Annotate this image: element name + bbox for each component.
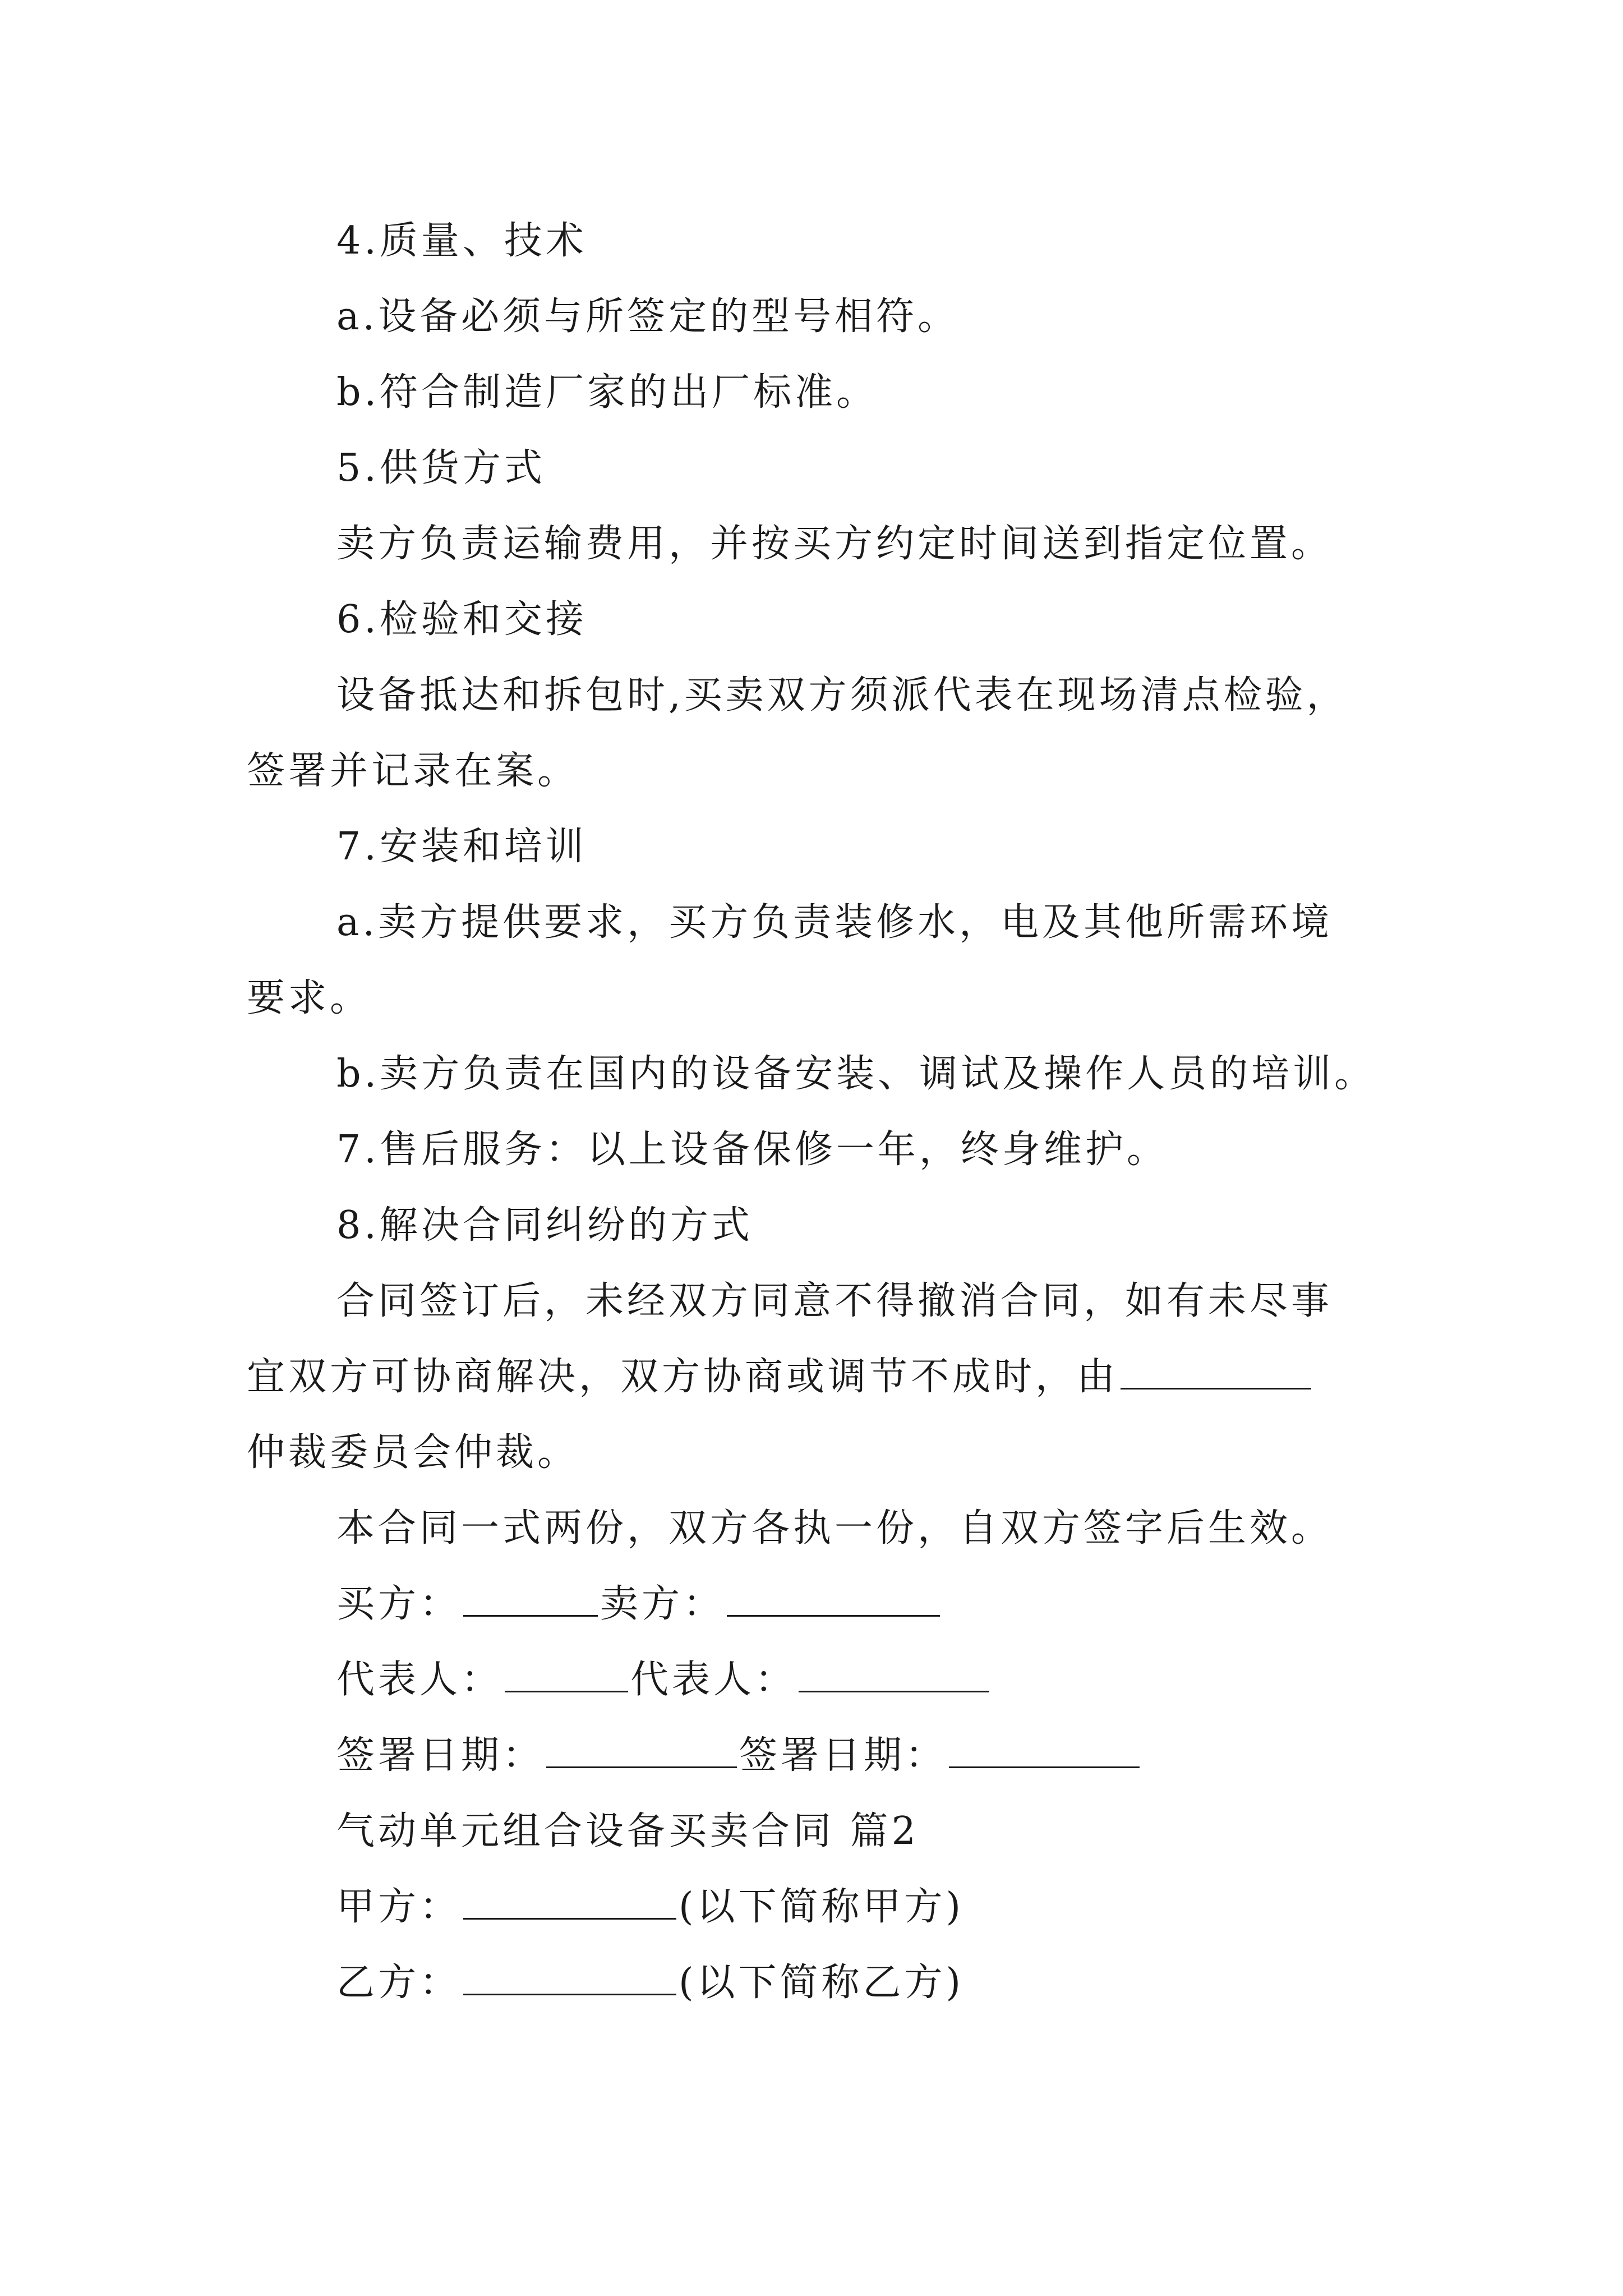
- buyer-label: 买方：: [336, 1582, 462, 1626]
- party-a-line: [336, 1879, 964, 1935]
- paragraph-line: 签署并记录在案。: [247, 749, 579, 793]
- party-b-label: 乙方：: [336, 1961, 462, 2005]
- section-heading-quality: 4.质量、技术: [336, 219, 587, 263]
- party-a-suffix: (以下简称甲方): [679, 1885, 965, 1929]
- party-a-blank: [463, 1881, 676, 1920]
- party-b-suffix: (以下简称乙方): [679, 1961, 965, 2005]
- paragraph-line: a.卖方提供要求，买方负责装修水，电及其他所需环境: [336, 900, 1333, 945]
- seller-label: 卖方：: [600, 1582, 725, 1626]
- buyer-blank: [463, 1578, 598, 1617]
- section-heading-inspection: 6.检验和交接: [336, 597, 587, 642]
- section-heading-installation: 7.安装和培训: [336, 825, 587, 869]
- buyer-date-blank: [546, 1729, 737, 1768]
- section-heading-after-sales: 7.售后服务：以上设备保修一年，终身维护。: [336, 1128, 1168, 1172]
- section-heading-supply: 5.供货方式: [336, 446, 546, 490]
- paragraph-line: 仲裁委员会仲裁。: [247, 1430, 579, 1475]
- paragraph-line: b.符合制造厂家的出厂标准。: [336, 370, 878, 415]
- paragraph-line: 设备抵达和拆包时,买卖双方须派代表在现场清点检验，: [336, 673, 1348, 717]
- seller-rep-label: 代表人：: [630, 1658, 797, 1702]
- seller-date-blank: [949, 1729, 1140, 1768]
- fill-blank: [1121, 1351, 1311, 1389]
- paragraph-line: 本合同一式两份，双方各执一份，自双方签字后生效。: [336, 1506, 1333, 1550]
- party-b-line: [336, 1955, 964, 2011]
- seller-date-label: 签署日期：: [739, 1733, 947, 1778]
- section-heading-dispute: 8.解决合同纠纷的方式: [336, 1203, 753, 1248]
- paragraph-line: a.设备必须与所签定的型号相符。: [336, 295, 960, 339]
- buyer-rep-blank: [505, 1654, 628, 1692]
- signature-representative-line: [336, 1652, 992, 1708]
- party-b-blank: [463, 1957, 676, 1995]
- paragraph-line: b.卖方负责在国内的设备安装、调试及操作人员的培训。: [336, 1052, 1376, 1096]
- paragraph-line: 合同签订后，未经双方同意不得撤消合同，如有未尽事: [336, 1279, 1333, 1323]
- buyer-rep-label: 代表人：: [336, 1658, 503, 1702]
- paragraph-line: 卖方负责运输费用，并按买方约定时间送到指定位置。: [336, 522, 1333, 566]
- paragraph-line: 要求。: [247, 976, 372, 1020]
- paragraph-text: 宜双方可协商解决，双方协商或调节不成时，由: [247, 1355, 1119, 1399]
- signature-party-line: [336, 1576, 942, 1632]
- paragraph-line-with-blank: [247, 1349, 1313, 1405]
- contract-title-part-2: 气动单元组合设备买卖合同 篇2: [336, 1809, 919, 1853]
- party-a-label: 甲方：: [336, 1885, 462, 1929]
- signature-date-line: [336, 1728, 1142, 1784]
- seller-rep-blank: [799, 1654, 989, 1692]
- buyer-date-label: 签署日期：: [336, 1733, 545, 1778]
- seller-blank: [727, 1578, 940, 1617]
